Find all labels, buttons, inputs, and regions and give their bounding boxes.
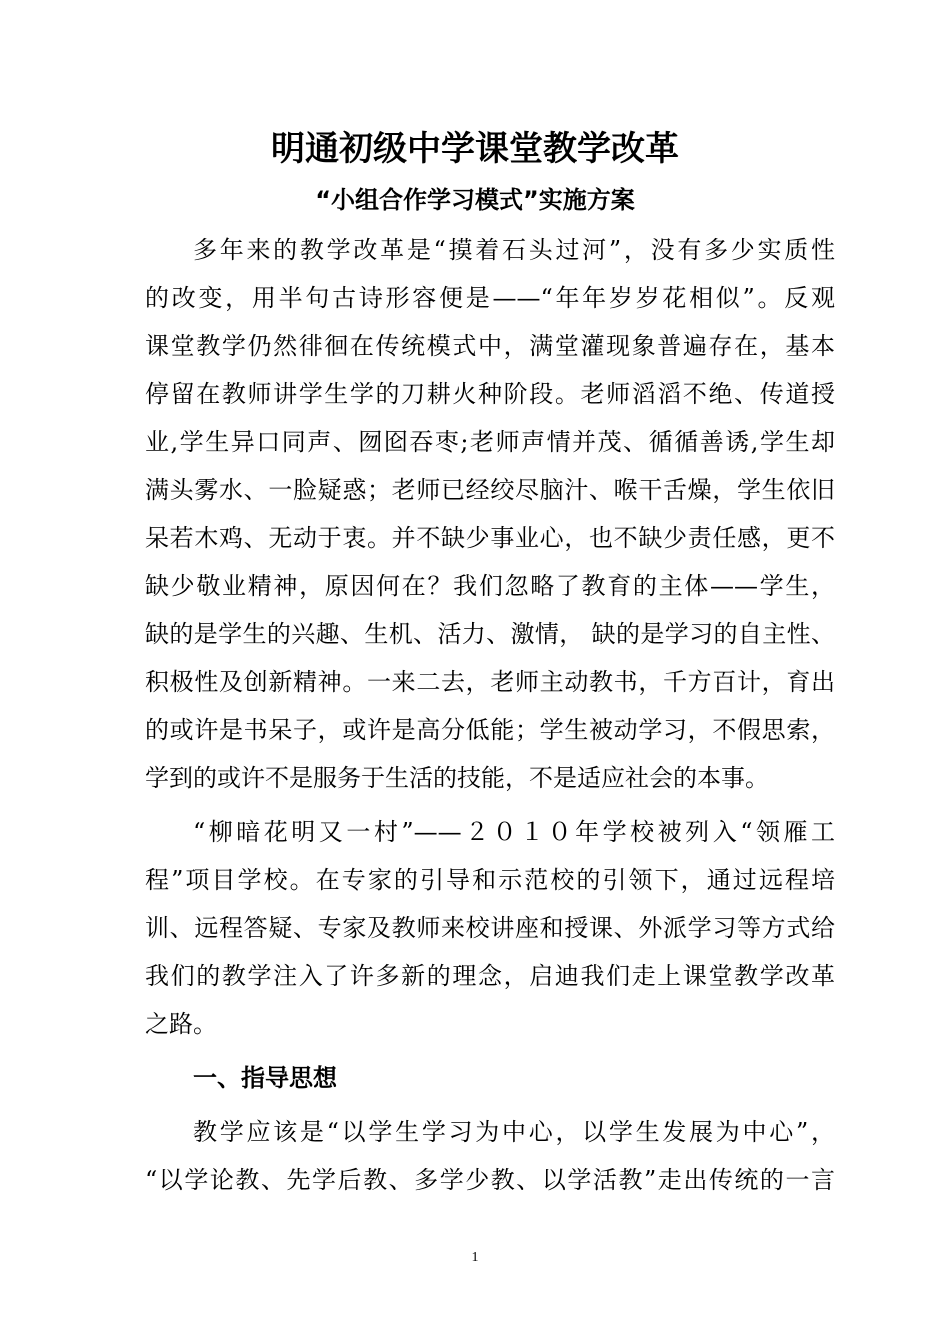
- text-line: 课堂教学仍然徘徊在传统模式中，满堂灌现象普遍存在，基本: [145, 332, 835, 360]
- document-title: 明通初级中学课堂教学改革: [271, 129, 679, 169]
- text-line: 积极性及创新精神。一来二去，老师主动教书，千方百计，育出: [145, 668, 835, 696]
- document-subtitle: “小组合作学习模式”实施方案: [315, 186, 635, 214]
- text-line: 我们的教学注入了许多新的理念，启迪我们走上课堂教学改革: [145, 962, 835, 990]
- document-body: [145, 226, 835, 1204]
- text-line: 呆若木鸡、无动于衷。并不缺少事业心，也不缺少责任感，更不: [145, 524, 835, 552]
- text-line: 程”项目学校。在专家的引导和示范校的引领下，通过远程培: [145, 866, 835, 894]
- text-line: 多年来的教学改革是“摸着石头过河”，没有多少实质性: [193, 236, 835, 264]
- text-line: 缺的是学生的兴趣、生机、活力、激情， 缺的是学习的自主性、: [145, 620, 835, 648]
- text-line: 的改变，用半句古诗形容便是——“年年岁岁花相似”。反观: [145, 284, 835, 312]
- text-line: 业,学生异口同声、囫囵吞枣;老师声情并茂、循循善诱,学生却: [145, 428, 835, 456]
- section-heading: 一、指导思想: [193, 1064, 337, 1092]
- paragraph-3: [145, 1108, 835, 1204]
- text-line: 停留在教师讲学生学的刀耕火种阶段。老师滔滔不绝、传道授: [145, 380, 835, 408]
- text-line: 缺少敬业精神，原因何在？我们忽略了教育的主体——学生，: [145, 572, 835, 600]
- text-line: 之路。: [145, 1010, 217, 1038]
- text-line: 学到的或许不是服务于生活的技能，不是适应社会的本事。: [145, 764, 769, 792]
- paragraph-1: [145, 226, 835, 802]
- text-line: 的或许是书呆子，或许是高分低能；学生被动学习，不假思索，: [145, 716, 835, 744]
- paragraph-2: [145, 808, 835, 1048]
- text-line: 训、远程答疑、专家及教师来校讲座和授课、外派学习等方式给: [145, 914, 835, 942]
- text-line: “以学论教、先学后教、多学少教、以学活教”走出传统的一言: [145, 1166, 835, 1194]
- page-number: 1: [471, 1250, 479, 1265]
- text-line: 满头雾水、一脸疑惑；老师已经绞尽脑汁、喉干舌燥，学生依旧: [145, 476, 835, 504]
- text-line: “柳暗花明又一村”——２０１０年学校被列入“领雁工: [193, 818, 835, 846]
- text-line: 教学应该是“以学生学习为中心，以学生发展为中心”，: [193, 1118, 835, 1146]
